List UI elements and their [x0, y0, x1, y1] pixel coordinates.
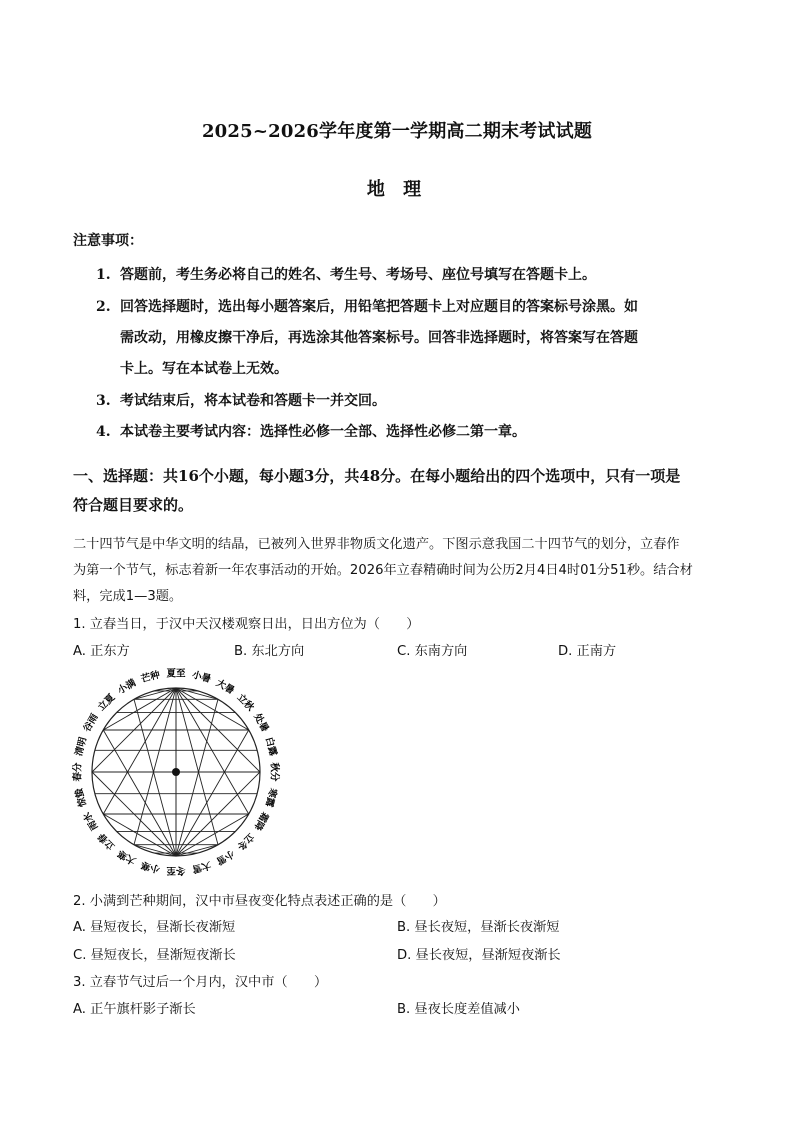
question-1-option-c: C. 东南方向	[397, 644, 468, 659]
solar-term-label: 立秋	[234, 692, 256, 714]
exam-title: 2025~2026学年度第一学期高二期末考试试题	[201, 121, 593, 142]
diagram-chord-line	[103, 688, 176, 730]
question-3-option-a: A. 正午旗杆影子渐长	[73, 1002, 196, 1017]
diagram-chord-line	[134, 845, 176, 856]
solar-term-label: 谷雨	[81, 712, 101, 734]
solar-term-label: 立春	[96, 830, 118, 852]
question-3-stem: 3. 立春节气过后一个月内，汉中市（ ）	[73, 975, 328, 990]
section-heading-line-2: 符合题目要求的。	[73, 496, 194, 514]
solar-term-label: 小满	[116, 677, 138, 697]
diagram-chord-line	[176, 845, 218, 856]
question-2-stem: 2. 小满到芒种期间，汉中市昼夜变化特点表述正确的是（ ）	[73, 894, 446, 909]
material-line-2: 为第一个节气，标志着新一年农事活动的开始。2026年立春精确时间为公历2月4日4时01分51秒。结合材	[73, 563, 693, 578]
solar-term-label: 惊蛰	[73, 786, 90, 809]
subject-title: 地 理	[366, 179, 428, 200]
section-heading-line-1: 一、选择题：共16个小题，每小题3分，共48分。在每小题给出的四个选项中，只有一项是	[73, 467, 681, 485]
diagram-chord-line	[176, 688, 249, 814]
diagram-center-dot	[172, 768, 180, 776]
diagram-chord-line	[176, 699, 218, 856]
question-1-option-b: B. 东北方向	[234, 644, 305, 659]
solar-term-label: 小寒	[139, 858, 162, 875]
solar-term-label: 立夏	[96, 692, 118, 714]
solar-term-label: 清明	[73, 735, 90, 758]
notes-heading: 注意事项：	[73, 233, 143, 249]
solar-term-label: 芒种	[139, 669, 162, 686]
solar-term-label: 夏至	[166, 668, 186, 680]
note-item-3: 3. 考试结束后，将本试卷和答题卡一并交回。	[96, 393, 386, 409]
solar-term-label: 霜降	[251, 810, 271, 832]
solar-term-label: 立冬	[234, 830, 256, 852]
diagram-chord-line	[134, 688, 176, 845]
diagram-chord-line	[103, 688, 176, 814]
diagram-chord-line	[103, 814, 176, 856]
note-item-2-line-3: 卡上。写在本试卷上无效。	[120, 361, 288, 377]
solar-term-label: 小雪	[214, 847, 236, 867]
question-2-option-c: C. 昼短夜长，昼渐短夜渐长	[73, 948, 236, 963]
question-2-option-a: A. 昼短夜长，昼渐长夜渐短	[73, 920, 236, 935]
diagram-chord-line	[176, 688, 218, 845]
material-line-1: 二十四节气是中华文明的结晶，已被列入世界非物质文化遗产。下图示意我国二十四节气的划分，立春作	[73, 537, 680, 552]
solar-term-label: 冬至	[166, 864, 186, 876]
note-item-2: 2. 回答选择题时，选出每小题答案后，用铅笔把答题卡上对应题目的答案标号涂黑。如	[96, 299, 638, 315]
diagram-chord-line	[176, 688, 249, 730]
note-item-1: 1. 答题前，考生务必将自己的姓名、考生号、考场号、座位号填写在答题卡上。	[96, 267, 596, 283]
solar-terms-diagram	[64, 660, 288, 884]
diagram-chord-line	[176, 688, 218, 699]
solar-term-label: 白露	[262, 735, 279, 758]
solar-term-label: 大寒	[116, 847, 138, 867]
diagram-chord-line	[103, 730, 176, 856]
solar-term-label: 小暑	[190, 669, 213, 686]
diagram-chord-line	[176, 814, 249, 856]
question-1-option-a: A. 正东方	[73, 644, 130, 659]
solar-term-label: 大雪	[190, 858, 213, 875]
question-3-option-b: B. 昼夜长度差值减小	[397, 1002, 520, 1017]
material-line-3: 料，完成1—3题。	[73, 589, 183, 604]
question-1-option-d: D. 正南方	[558, 644, 617, 659]
solar-term-label: 寒露	[262, 786, 279, 809]
note-item-4: 4. 本试卷主要考试内容：选择性必修一全部、选择性必修二第一章。	[96, 424, 526, 440]
question-2-option-b: B. 昼长夜短，昼渐长夜渐短	[397, 920, 560, 935]
diagram-chord-line	[134, 688, 176, 699]
solar-term-label: 大暑	[214, 677, 236, 697]
solar-term-label: 秋分	[268, 762, 280, 782]
solar-term-label: 处暑	[251, 712, 271, 734]
question-2-option-d: D. 昼长夜短，昼渐短夜渐长	[397, 948, 561, 963]
diagram-chord-line	[134, 699, 176, 856]
solar-term-label: 雨水	[81, 810, 101, 832]
solar-term-label: 春分	[72, 762, 84, 782]
diagram-chord-line	[176, 730, 249, 856]
question-1-stem: 1. 立春当日，于汉中天汉楼观察日出，日出方位为（ ）	[73, 617, 420, 632]
note-item-2-line-2: 需改动，用橡皮擦干净后，再选涂其他答案标号。回答非选择题时，将答案写在答题	[120, 330, 638, 346]
